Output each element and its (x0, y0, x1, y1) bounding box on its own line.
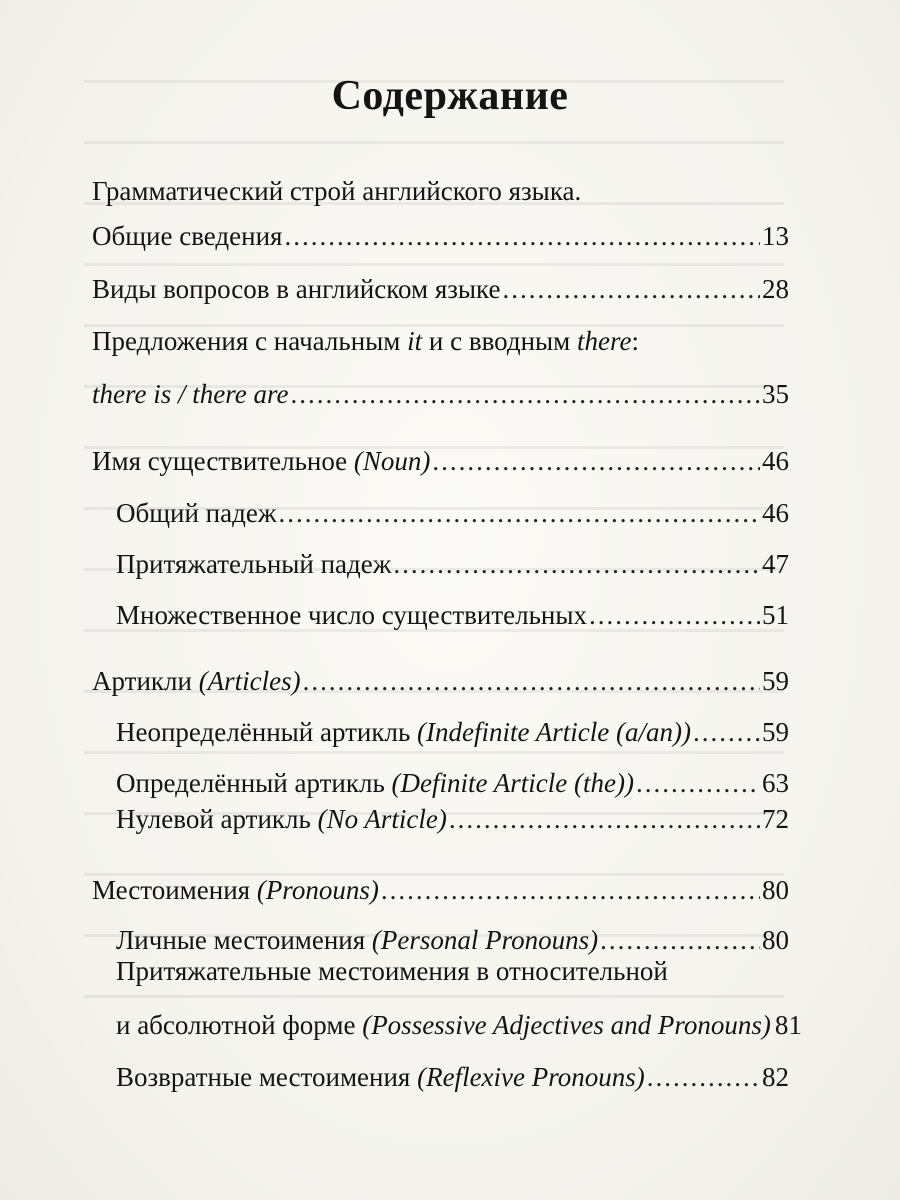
toc-entry-noun[interactable]: Имя существительное (Noun) ..... 46 (92, 446, 789, 486)
leader-dots (284, 221, 760, 252)
toc-entry-indefinite-article[interactable]: Неопределённый артикль (Indefinite Article (a/an)) ..... 59 (116, 717, 789, 757)
leader-dots (381, 875, 760, 906)
page-number: 63 (762, 768, 789, 798)
page-number: 72 (762, 804, 789, 834)
toc-entry-plural-nouns[interactable]: Множественное число существительных ..... 51 (116, 600, 789, 640)
page-number: 59 (762, 717, 789, 747)
toc-entry-pronouns[interactable]: Местоимения (Pronouns) ..... 80 (92, 875, 789, 915)
leader-dots (693, 717, 760, 748)
page-number: 81 (774, 1010, 802, 1040)
page-title: Содержание (331, 73, 569, 119)
page-number: 46 (762, 446, 789, 476)
toc-entry-common-case[interactable]: Общий падеж ..... 46 (116, 498, 789, 538)
toc-entry-articles[interactable]: Артикли (Articles) ..... 59 (92, 666, 789, 706)
toc-entry-definite-article[interactable]: Определённый артикль (Definite Article (the)) ..... 63 (116, 768, 789, 808)
page-number: 80 (762, 925, 789, 955)
page-number: 28 (762, 274, 789, 304)
leader-dots (278, 498, 760, 529)
page-number: 13 (762, 221, 789, 251)
page-number: 80 (762, 875, 789, 905)
page-number: 46 (762, 498, 789, 528)
leader-dots (600, 925, 760, 956)
toc-entry-personal-pronouns[interactable]: Личные местоимения (Personal Pronouns) ..... 80 (116, 925, 789, 965)
leader-dots (449, 804, 760, 835)
leader-dots (303, 666, 760, 697)
leader-dots (290, 379, 760, 410)
leader-dots (589, 600, 760, 631)
toc-entry-general-info[interactable]: Общие сведения ..... 13 (92, 221, 789, 261)
leader-dots (432, 446, 760, 477)
toc-entry-no-article[interactable]: Нулевой артикль (No Article) ..... 72 (116, 804, 789, 844)
page-number: 82 (762, 1062, 789, 1092)
toc-entry-possessive-case[interactable]: Притяжательный падеж ..... 47 (116, 549, 789, 589)
page-number: 51 (762, 600, 789, 630)
leader-dots (636, 768, 760, 799)
leader-dots (502, 274, 760, 305)
toc-heading-possessive-pronouns: Притяжательные местоимения в относительной (116, 956, 668, 986)
page-number: 35 (762, 379, 789, 409)
page-number: 47 (762, 549, 789, 579)
toc-entry-question-types[interactable]: Виды вопросов в английском языке ..... 28 (92, 274, 789, 314)
toc-entry-there-is[interactable]: there is / there are ..... 35 (92, 379, 789, 419)
leader-dots (393, 549, 760, 580)
leader-dots (647, 1062, 760, 1093)
toc-heading-it-there: Предложения с начальным it и с вводным there: (92, 326, 640, 356)
toc-entry-reflexive-pronouns[interactable]: Возвратные местоимения (Reflexive Pronouns) ..... 82 (116, 1062, 789, 1102)
page-number: 59 (762, 666, 789, 696)
toc-entry-possessive-pronouns[interactable]: и абсолютной форме (Possessive Adjectives and Pronouns) 81 (116, 1010, 802, 1040)
toc-heading-grammar: Грамматический строй английского языка. (92, 176, 582, 206)
